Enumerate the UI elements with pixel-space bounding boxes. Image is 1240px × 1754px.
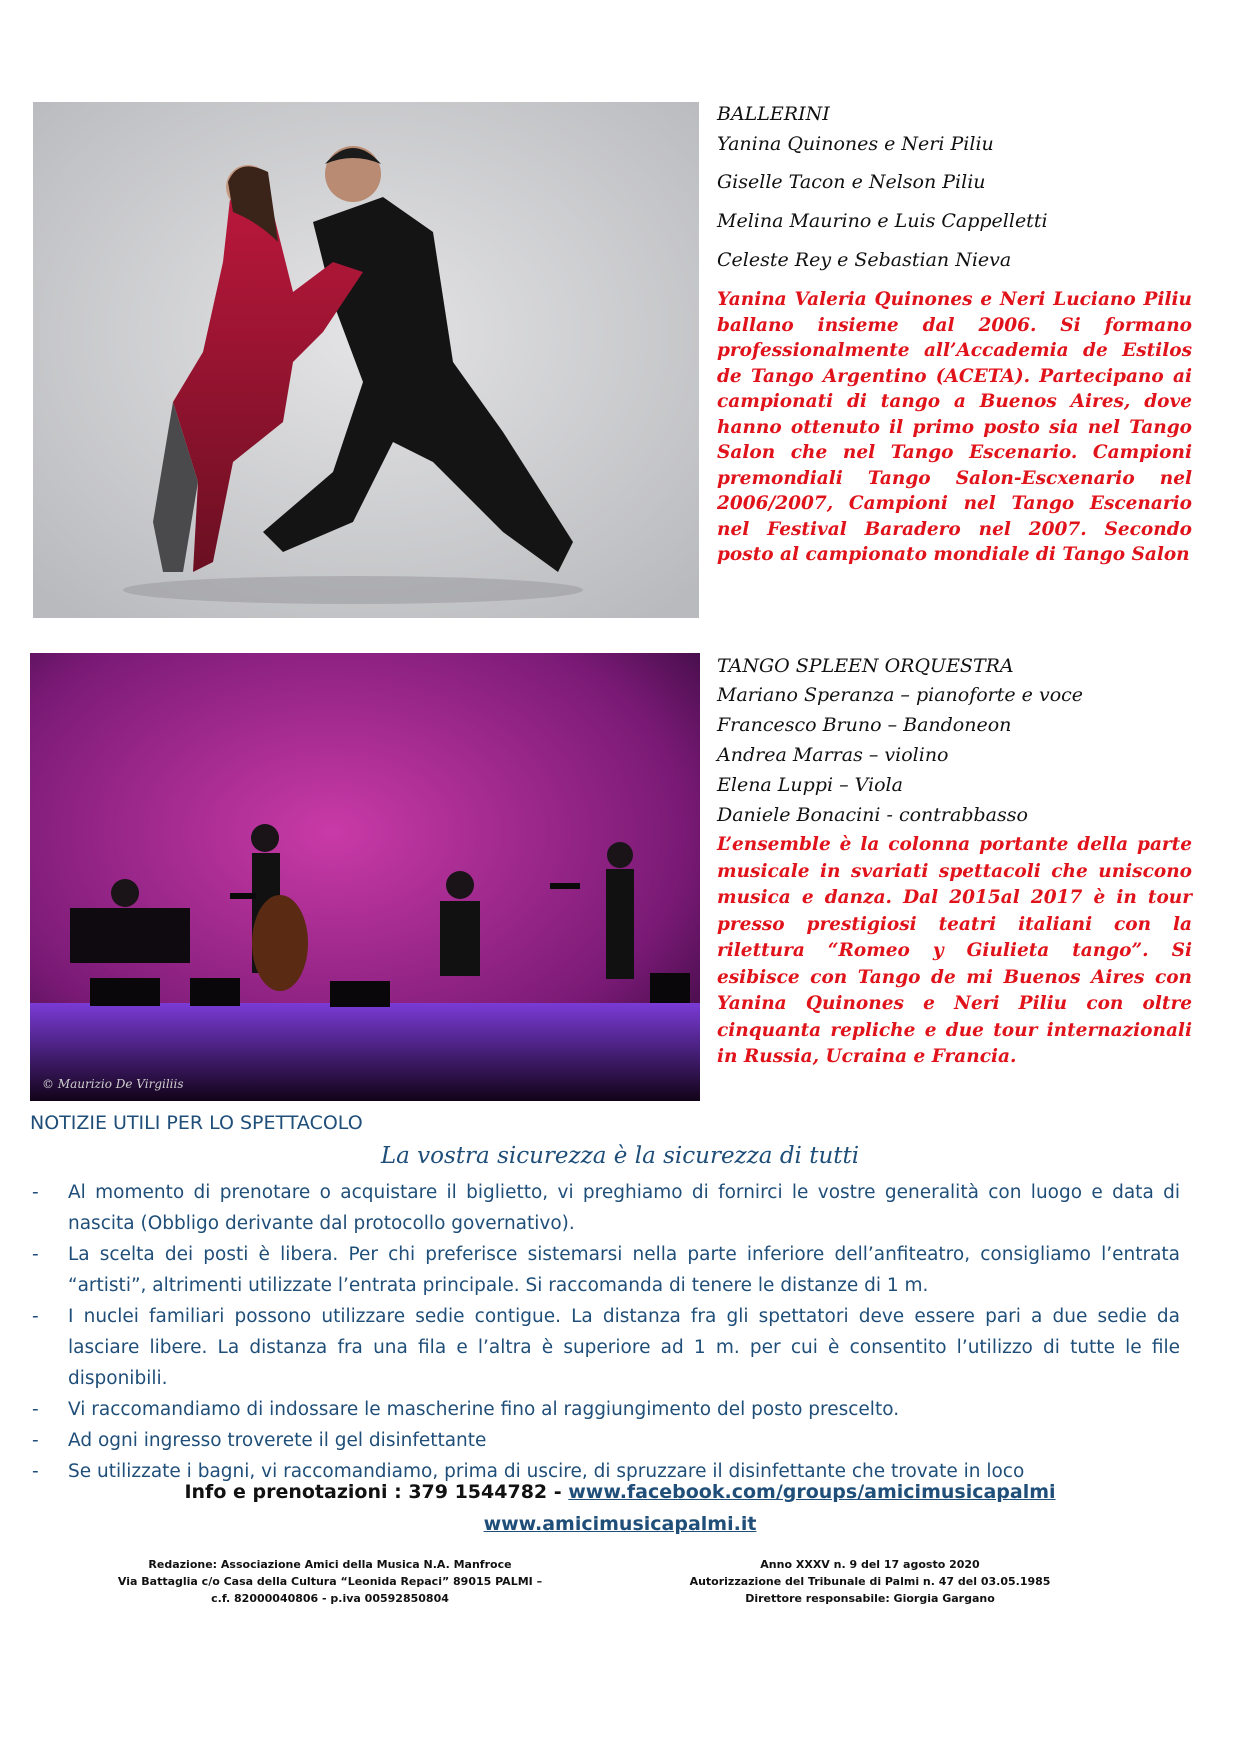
safety-tagline: La vostra sicurezza è la sicurezza di tutti [380,1143,860,1169]
list-item: - Vi raccomandiamo di indossare le mascherine fino al raggiungimento del posto prescelto. [32,1399,900,1420]
orchestra-member: Daniele Bonacini - contrabbasso [717,804,1028,826]
footer-left: Redazione: Associazione Amici della Musica N.A. Manfroce Via Battaglia c/o Casa della Cultura “Leonida Repaci” 89015 PALMI – c.f. 82000040806 - p.iva 00592850804 [117,1558,543,1605]
photo-credit: © Maurizio De Virgiliis [42,1077,184,1091]
orchestra-bio: L’ensemble è la colonna portante della parte musicale in svariati spettacoli che uniscono musica e danza. Dal 2015al 2017 è in tour presso prestigiosi teatri italiani con la rilettura “Romeo y Giulieta tango”. Si esibisce con Tango de mi Buenos Aires con Yanina Quinones e Neri Piliu con oltre cinquanta repliche e due tour internazionali in Russia, Ucraina e Francia. [717,834,1192,1067]
notes-heading: NOTIZIE UTILI PER LO SPETTACOLO [30,1112,363,1134]
dancer-couple: Yanina Quinones e Neri Piliu [717,133,994,155]
ballerini-section [717,100,1192,568]
orchestra-member: Andrea Marras – violino [717,744,949,766]
list-item: - Se utilizzate i bagni, vi raccomandiamo, prima di uscire, di spruzzare il disinfettante che trovate in loco [32,1461,1025,1482]
orchestra-member: Francesco Bruno – Bandoneon [717,714,1012,736]
dancers-photo [33,102,699,618]
orchestra-member: Elena Luppi – Viola [717,774,903,796]
list-item: - Al momento di prenotare o acquistare il biglietto, vi preghiamo di fornirci le vostre generalità con luogo e data di nascita (Obbligo derivante dal protocollo governativo). [32,1182,1180,1234]
orquestra-heading: TANGO SPLEEN ORQUESTRA [717,655,1014,677]
list-item: - Ad ogni ingresso troverete il gel disinfettante [32,1430,487,1451]
dancer-couple: Melina Maurino e Luis Cappelletti [717,210,1048,232]
safety-rules-list [30,1177,1180,1487]
info-line [0,1481,1240,1503]
dancer-couple: Giselle Tacon e Nelson Piliu [717,171,986,193]
ballerini-heading: BALLERINI [717,103,830,125]
dancers-bio: Yanina Valeria Quinones e Neri Luciano Piliu ballano insieme dal 2006. Si formano professionalmente all’Accademia de Estilos de Tango Argentino (ACETA). Partecipano ai campionati di tango a Buenos Aires, dove hanno ottenuto il primo posto sia nel Tango Salon che nel Tango Escenario. Campioni premondiali Tango Salon-Escxenario nel 2006/2007, Campioni nel Tango Escenario nel Festival Baradero nel 2007. Secondo posto al campionato mondiale di Tango Salon [717,289,1192,565]
website-line [0,1513,1240,1535]
footer-right: Anno XXXV n. 9 del 17 agosto 2020 Autorizzazione del Tribunale di Palmi n. 47 del 03.05.1985 Direttore responsabile: Giorgia Gargano [689,1558,1051,1605]
orquestra-section [717,652,1192,1071]
facebook-link[interactable]: www.facebook.com/groups/amicimusicapalmi [568,1481,1056,1503]
orchestra-member: Mariano Speranza – pianoforte e voce [717,684,1084,706]
info-label: Info e prenotazioni : 379 1544782 - [184,1481,569,1503]
list-item: - I nuclei familiari possono utilizzare sedie contigue. La distanza fra gli spettatori deve essere pari a due sedie da lasciare libere. La distanza fra una fila e l’altra è superiore ad 1 m. per cui è consentito l’utilizzo di tutte le file disponibili. [32,1306,1180,1389]
orchestra-photo [30,653,700,1101]
website-link[interactable]: www.amicimusicapalmi.it [483,1513,757,1535]
list-item: - La scelta dei posti è libera. Per chi preferisce sistemarsi nella parte inferiore dell’anfiteatro, consigliamo l’entrata “artisti”, altrimenti utilizzate l’entrata principale. Si raccomanda di tenere le distanze di 1 m. [32,1244,1180,1296]
dancer-couple: Celeste Rey e Sebastian Nieva [717,249,1012,271]
